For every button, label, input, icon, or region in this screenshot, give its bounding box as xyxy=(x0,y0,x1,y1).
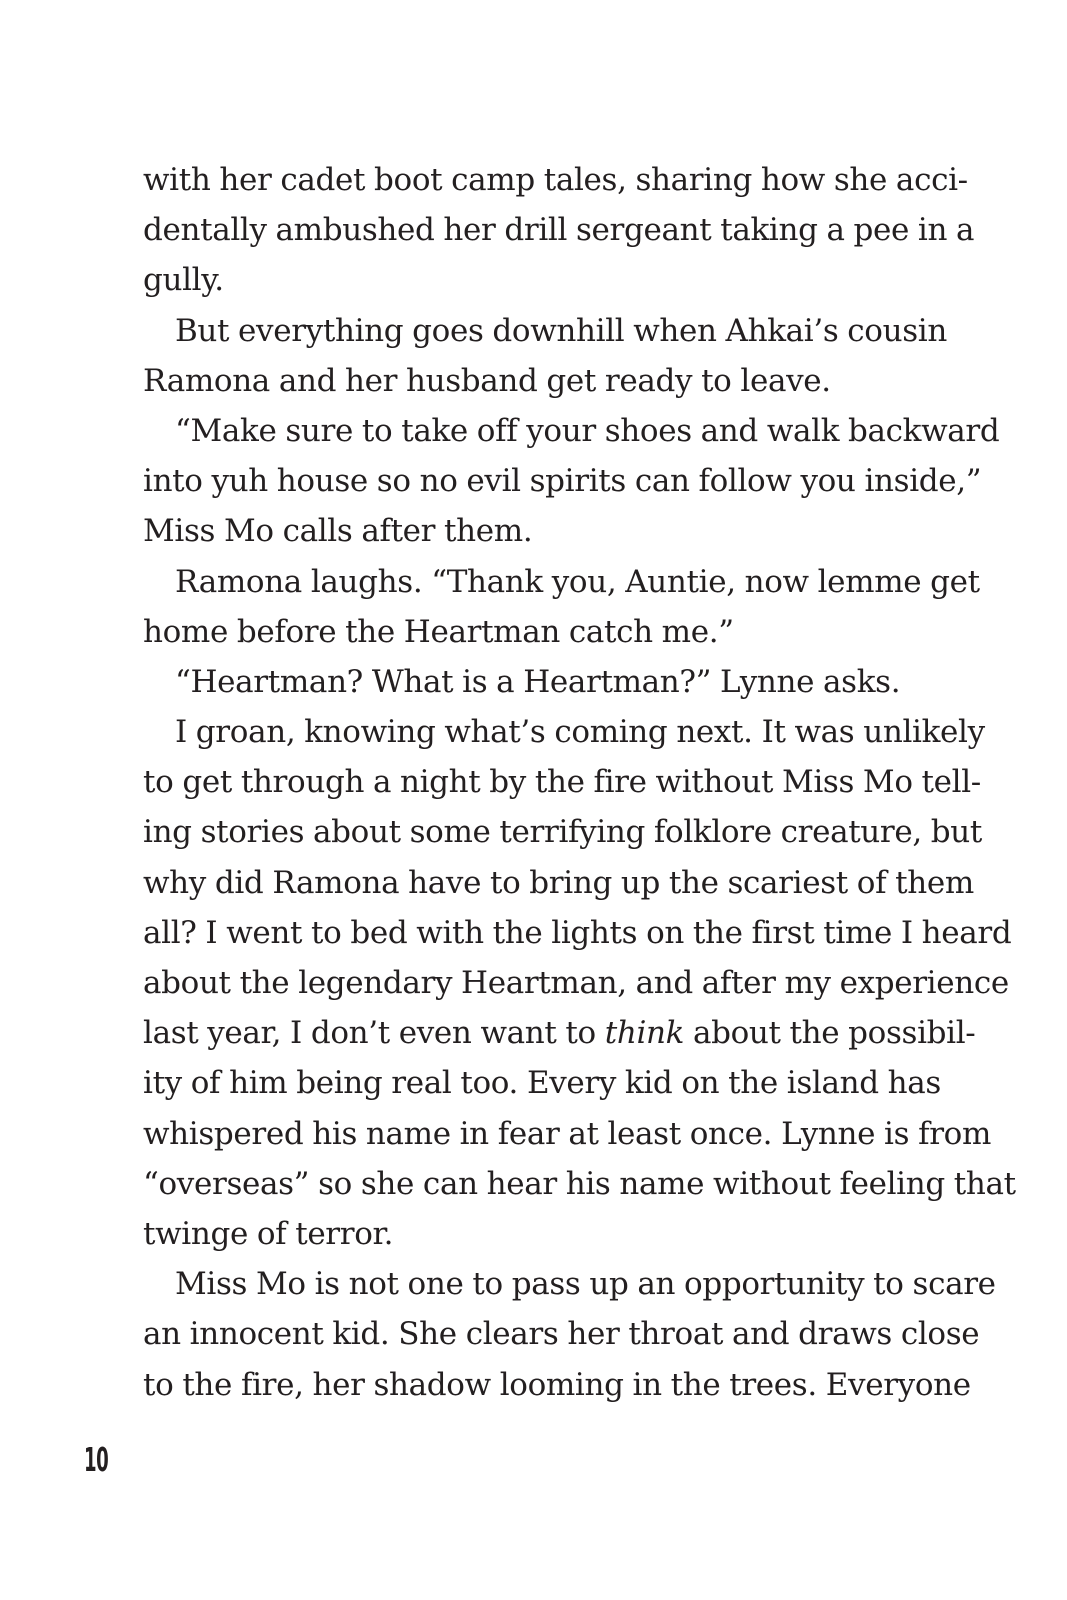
text-line: ing stories about some terrifying folklore creature, but xyxy=(143,814,983,851)
text-line: to the fire, her shadow looming in the trees. Everyone xyxy=(143,1366,971,1403)
text-line: all? I went to bed with the lights on the first time I heard xyxy=(143,914,1012,951)
paragraph-first-line: Miss Mo is not one to pass up an opportunity to scare xyxy=(175,1266,996,1303)
emphasized-word: think xyxy=(604,1015,685,1052)
text-line: why did Ramona have to bring up the scariest of them xyxy=(143,864,974,901)
text-line: home before the Heartman catch me.” xyxy=(143,613,734,650)
text-line: about the legendary Heartman, and after my experience xyxy=(143,965,1009,1001)
text-line: an innocent kid. She clears her throat and draws close xyxy=(143,1316,980,1353)
paragraph-first-line: “Heartman? What is a Heartman?” Lynne asks. xyxy=(175,663,901,700)
paragraph-first-line: I groan, knowing what’s coming next. It was unlikely xyxy=(175,714,985,751)
text-line: whispered his name in fear at least once. Lynne is from xyxy=(143,1115,992,1152)
text-line: twinge of terror. xyxy=(143,1215,394,1252)
body-text xyxy=(143,155,1016,1410)
text-line: to get through a night by the fire without Miss Mo tell- xyxy=(143,764,981,801)
text-line: ity of him being real too. Every kid on the island has xyxy=(143,1065,941,1102)
text-line: gully. xyxy=(143,262,224,299)
paragraph-first-line: Ramona laughs. “Thank you, Auntie, now lemme get xyxy=(175,563,980,600)
paragraph-first-line: “Make sure to take off your shoes and walk backward xyxy=(175,412,1000,449)
text-line: dentally ambushed her drill sergeant taking a pee in a xyxy=(143,212,975,249)
text-line: with her cadet boot camp tales, sharing how she acci- xyxy=(143,162,968,198)
text-line: into yuh house so no evil spirits can follow you inside,” xyxy=(143,463,982,500)
paragraph-first-line: But everything goes downhill when Ahkai’s cousin xyxy=(175,312,947,349)
text-line: Miss Mo calls after them. xyxy=(143,513,533,550)
text-line-with-emphasis xyxy=(143,1008,976,1058)
text-segment: about the possibil- xyxy=(684,1015,976,1052)
text-line: “overseas” so she can hear his name without feeling that xyxy=(143,1165,1016,1202)
page-number: 10 xyxy=(84,1440,109,1479)
text-line: Ramona and her husband get ready to leave. xyxy=(143,362,831,399)
text-segment: last year, I don’t even want to xyxy=(143,1015,605,1052)
